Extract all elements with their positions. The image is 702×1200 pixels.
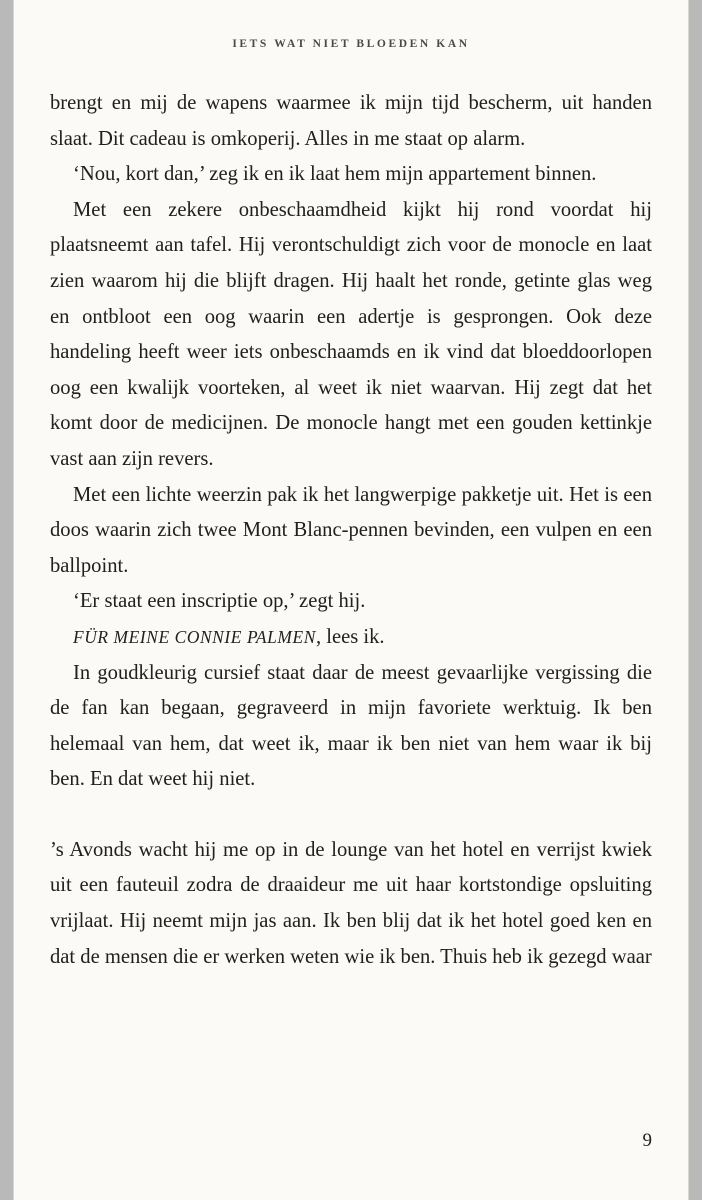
paragraph: brengt en mij de wapens waarmee ik mijn tijd bescherm, uit handen slaat. Dit cadeau is omkoperij. Alles in me staat op alarm. (50, 92, 652, 150)
paragraph: Met een zekere onbeschaamdheid kijkt hij rond voordat hij plaatsneemt aan tafel. Hij verontschuldigt zich voor de monocle en laat zien waarom hij die blijft dragen. Hij haalt het ronde, getinte glas weg en ontbloot een oog waarin een adertje is gesprongen. Ook deze handeling heeft weer iets onbeschaamds en ik vind dat bloeddoorlopen oog een kwalijk voorteken, al weet ik niet waarvan. Hij zegt dat het komt door de medicijnen. De monocle hangt met een gouden kettinkje vast aan zijn revers. (50, 198, 652, 470)
paragraph-with-inscription (50, 620, 652, 656)
paragraph: ’s Avonds wacht hij me op in de lounge van het hotel en verrijst kwiek uit een fauteuil zodra de draaideur me uit haar kortstondige opsluiting vrijlaat. Hij neemt mijn jas aan. Ik ben blij dat ik het hotel goed ken en dat de mensen die er werken weten wie ik ben. Thuis heb ik gezegd waar (50, 838, 652, 968)
paragraph-tail: , lees ik. (315, 625, 385, 648)
page-content-area (50, 0, 652, 1200)
pen-inscription: FÜR MEINE CONNIE PALMEN (73, 626, 316, 647)
paragraph: ‘Er staat een inscriptie op,’ zegt hij. (73, 590, 366, 613)
paragraph: In goudkleurig cursief staat daar de meest gevaarlijke vergissing die de fan kan begaan, gegraveerd in mijn favoriete werktuig. Ik ben helemaal van hem, dat weet ik, maar ik ben niet van hem waar ik bij ben. En dat weet hij niet. (50, 661, 652, 791)
page-number: 9 (642, 1130, 652, 1151)
body-text (50, 86, 652, 975)
paragraph: ‘Nou, kort dan,’ zeg ik en ik laat hem mijn appartement binnen. (73, 163, 597, 186)
running-head: IETS WAT NIET BLOEDEN KAN (232, 38, 470, 50)
book-page (14, 0, 688, 1200)
paragraph: Met een lichte weerzin pak ik het langwerpige pakketje uit. Het is een doos waarin zich twee Mont Blanc-pennen bevinden, een vulpen en een ballpoint. (50, 483, 652, 577)
